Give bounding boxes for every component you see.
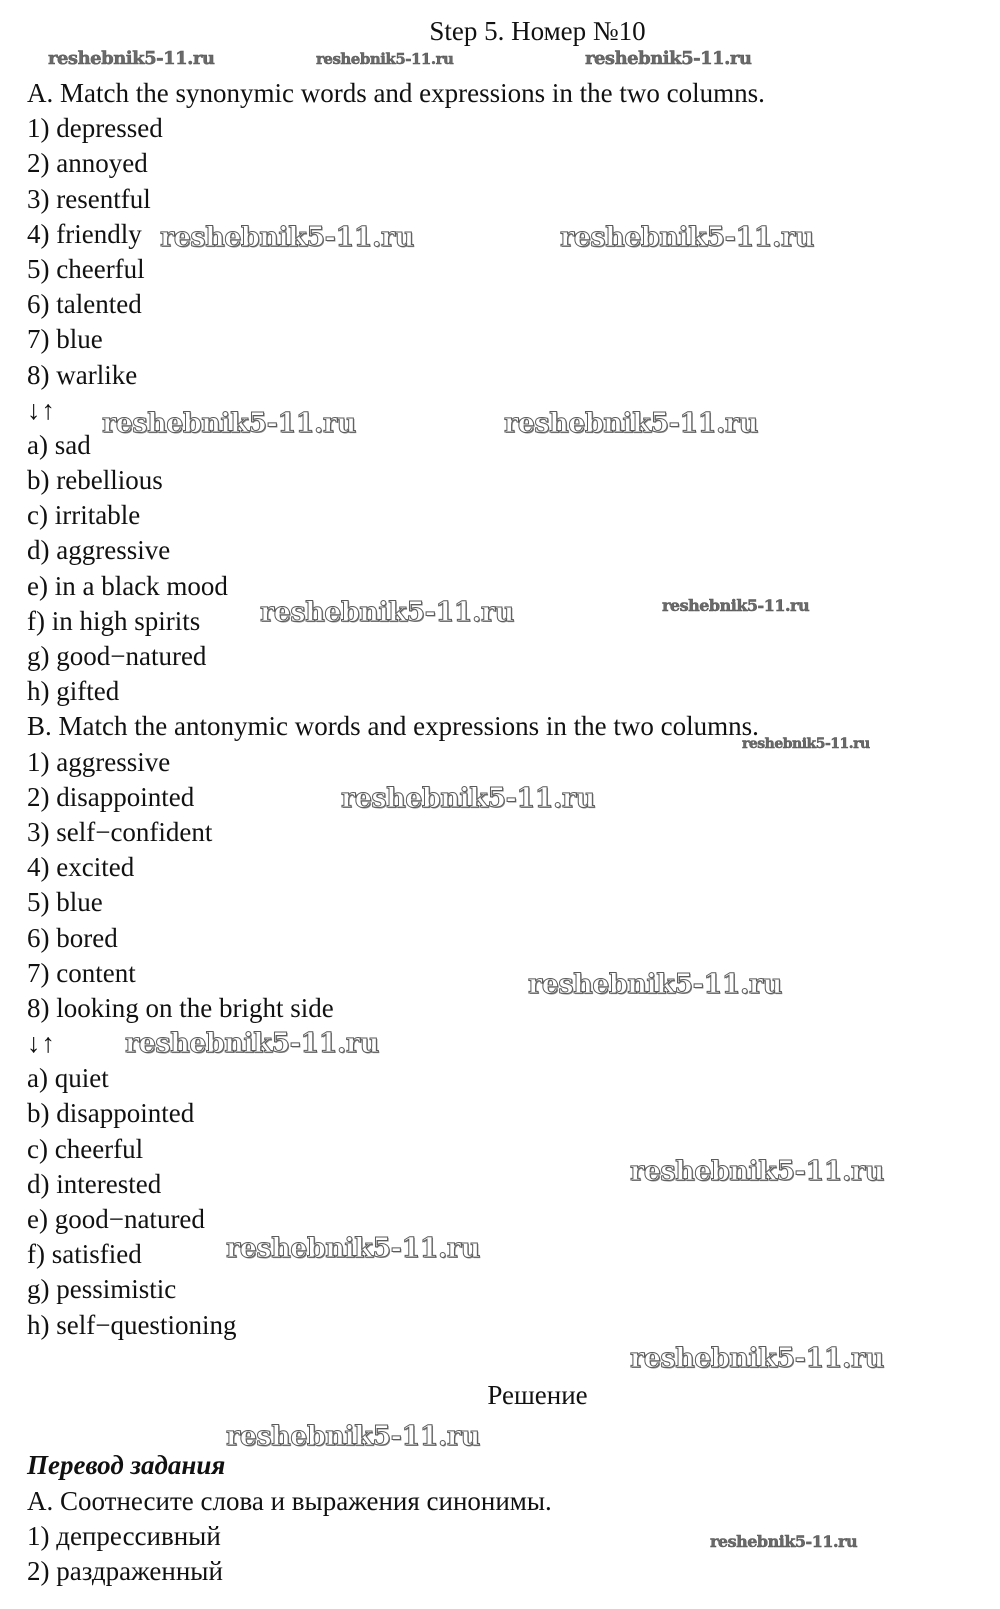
- list-item: 3) self−confident: [27, 816, 213, 847]
- list-item: 1) depressed: [27, 113, 163, 144]
- list-item: b) disappointed: [27, 1098, 195, 1129]
- watermark: reshebnik5-11.ru: [630, 1156, 884, 1187]
- watermark: reshebnik5-11.ru: [260, 597, 514, 628]
- list-item: g) pessimistic: [27, 1274, 177, 1305]
- list-item: 8) looking on the bright side: [27, 992, 334, 1023]
- list-item: d) aggressive: [27, 535, 171, 566]
- list-item: 7) content: [27, 957, 136, 988]
- watermark: reshebnik5-11.ru: [341, 783, 595, 814]
- watermark: reshebnik5-11.ru: [560, 222, 814, 253]
- list-item: d) interested: [27, 1168, 162, 1199]
- list-item: f) satisfied: [27, 1239, 142, 1270]
- watermark: reshebnik5-11.ru: [226, 1421, 480, 1452]
- watermark: reshebnik5-11.ru: [226, 1233, 480, 1264]
- watermark: reshebnik5-11.ru: [160, 222, 414, 253]
- list-item: 4) excited: [27, 852, 135, 883]
- list-item: 4) friendly: [27, 218, 142, 249]
- list-item: a) sad: [27, 429, 91, 460]
- section-b-heading: B. Match the antonymic words and expressions in the two columns.: [27, 711, 759, 742]
- watermark: reshebnik5-11.ru: [316, 50, 454, 68]
- list-item: 5) blue: [27, 887, 103, 918]
- watermark: reshebnik5-11.ru: [48, 48, 215, 69]
- watermark: reshebnik5-11.ru: [662, 596, 810, 615]
- list-item: 6) talented: [27, 289, 142, 320]
- watermark: reshebnik5-11.ru: [630, 1343, 884, 1374]
- list-item: a) quiet: [27, 1063, 109, 1094]
- list-item: b) rebellious: [27, 465, 163, 496]
- list-item: e) good−natured: [27, 1204, 205, 1234]
- list-item: 1) депрессивный: [27, 1520, 221, 1551]
- watermark: reshebnik5-11.ru: [528, 969, 782, 1000]
- list-item: 6) bored: [27, 922, 118, 953]
- translation-task: A. Соотнесите слова и выражения синонимы.: [27, 1485, 552, 1516]
- list-item: 1) aggressive: [27, 746, 171, 777]
- list-item: c) irritable: [27, 500, 141, 531]
- watermark: reshebnik5-11.ru: [102, 408, 356, 439]
- list-item: h) self−questioning: [27, 1309, 237, 1340]
- list-item: 7) blue: [27, 324, 103, 355]
- watermark: reshebnik5-11.ru: [125, 1028, 379, 1059]
- page-title: Step 5. Номер №10: [429, 16, 646, 46]
- arrows-divider: ↓↑: [27, 394, 56, 425]
- list-item: 8) warlike: [27, 359, 138, 390]
- translation-heading: Перевод задания: [27, 1450, 226, 1481]
- blank-line: [27, 1413, 987, 1448]
- list-item: 5) cheerful: [27, 253, 145, 284]
- watermark: reshebnik5-11.ru: [504, 408, 758, 439]
- arrows-divider: ↓↑: [27, 1028, 56, 1059]
- list-item: g) good−natured: [27, 641, 207, 671]
- list-item: 2) раздраженный: [27, 1555, 223, 1586]
- list-item: 3) resentful: [27, 183, 151, 214]
- list-item: c) cheerful: [27, 1133, 144, 1164]
- watermark: reshebnik5-11.ru: [585, 48, 752, 69]
- list-item: e) in a black mood: [27, 570, 228, 601]
- watermark: reshebnik5-11.ru: [710, 1532, 858, 1551]
- list-item: 2) disappointed: [27, 781, 195, 812]
- watermark: reshebnik5-11.ru: [742, 736, 870, 752]
- list-item: 2) annoyed: [27, 148, 148, 179]
- section-a-heading: A. Match the synonymic words and expressions in the two columns.: [27, 78, 765, 108]
- list-item: h) gifted: [27, 676, 120, 707]
- list-item: f) in high spirits: [27, 605, 201, 636]
- solution-heading: Решение: [487, 1379, 588, 1410]
